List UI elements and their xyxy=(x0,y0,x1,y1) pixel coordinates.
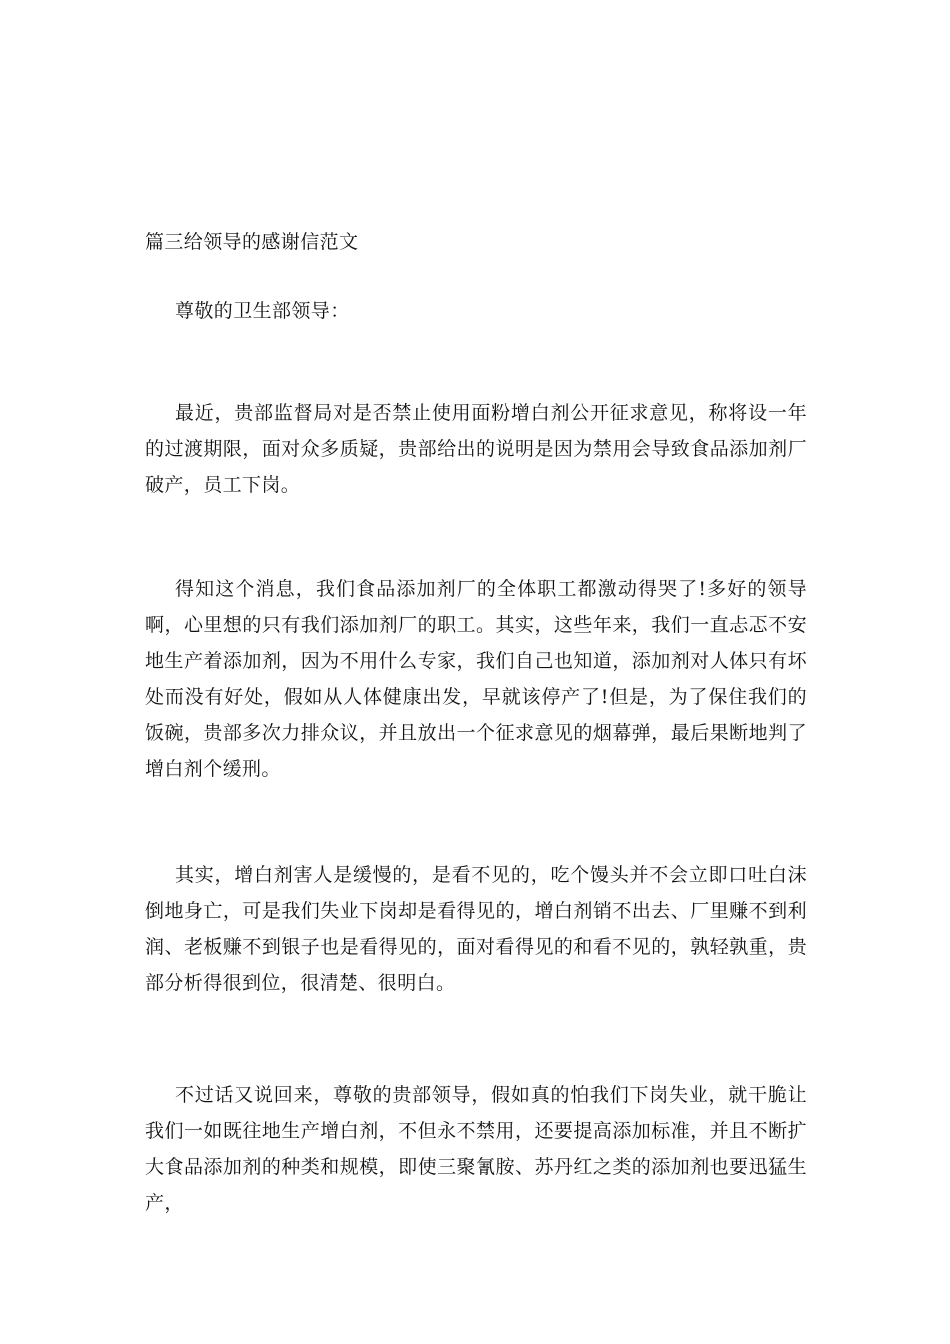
letter-salutation: 尊敬的卫生部领导： xyxy=(175,300,350,322)
paragraph-2: 得知这个消息，我们食品添加剂厂的全体职工都激动得哭了!多好的领导啊，心里想的只有我们添加剂厂的职工。其实，这些年来，我们一直忐忑不安地生产着添加剂，因为不用什么专家，我们自己也知道，添加剂对人体只有坏处而没有好处，假如从人体健康出发，早就该停产了!但是，为了保住我们的饭碗，贵部多次力排众议，并且放出一个征求意见的烟幕弹，最后果断地判了增白剂个缓刑。 xyxy=(145,578,807,780)
paragraph-1: 最近，贵部监督局对是否禁止使用面粉增白剂公开征求意见，称将设一年的过渡期限，面对众多质疑，贵部给出的说明是因为禁用会导致食品添加剂厂破产，员工下岗。 xyxy=(145,402,807,496)
paragraph-4: 不过话又说回来，尊敬的贵部领导，假如真的怕我们下岗失业，就干脆让我们一如既往地生产增白剂，不但永不禁用，还要提高添加标准，并且不断扩大食品添加剂的种类和规模，即使三聚氰胺、苏丹红之类的添加剂也要迅猛生产， xyxy=(145,1084,807,1214)
paragraph-3: 其实，增白剂害人是缓慢的，是看不见的，吃个馒头并不会立即口吐白沫倒地身亡，可是我们失业下岗却是看得见的，增白剂销不出去、厂里赚不到利润、老板赚不到银子也是看得见的，面对看得见的和看不见的，孰轻孰重，贵部分析得很到位，很清楚、很明白。 xyxy=(145,864,807,994)
document-title: 篇三给领导的感谢信范文 xyxy=(145,231,359,253)
